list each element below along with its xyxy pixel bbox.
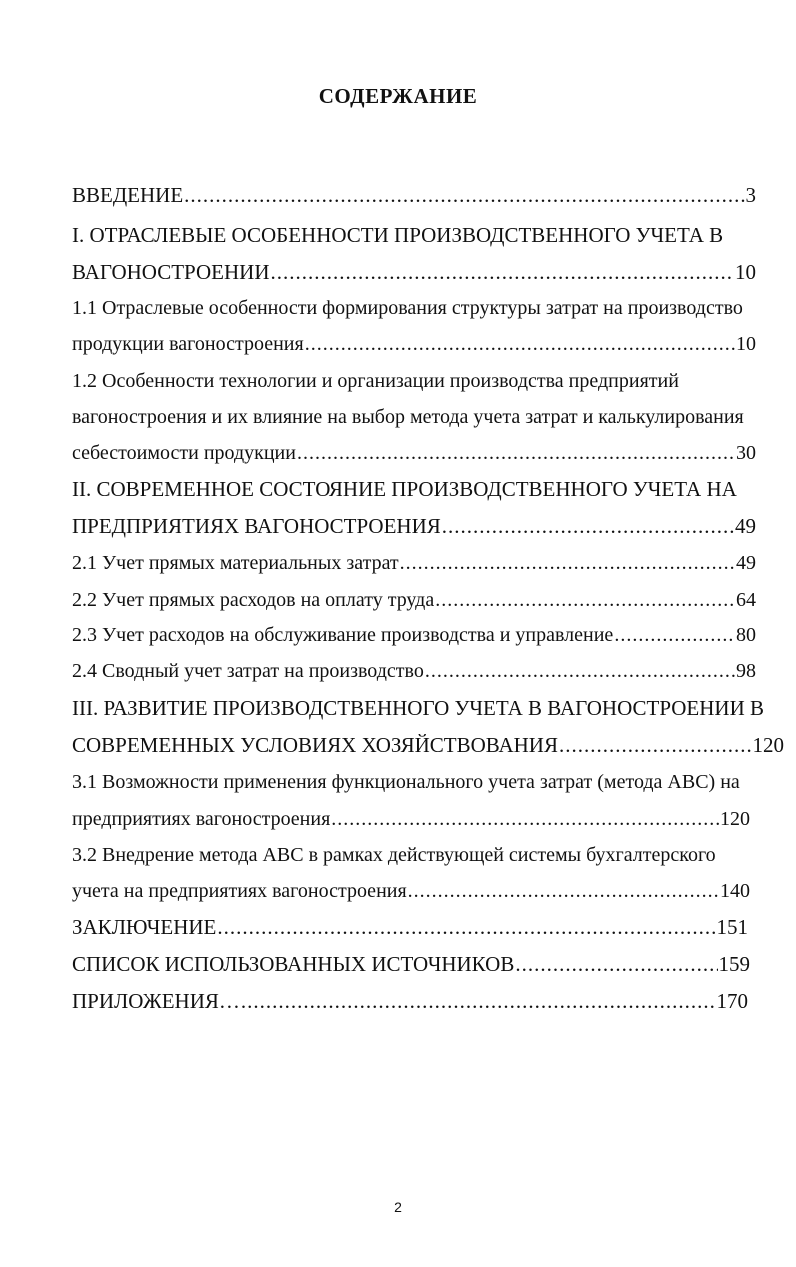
dot-leader	[408, 878, 719, 904]
toc-entry-title-line: III. РАЗВИТИЕ ПРОИЗВОДСТВЕННОГО УЧЕТА В ВАГОНОСТРОЕНИИ В	[72, 696, 765, 720]
dot-leader	[331, 806, 719, 832]
toc-entry-title: 2.3 Учет расходов на обслуживание производства и управление	[72, 624, 614, 646]
toc-entry-title: ПРИЛОЖЕНИЯ…	[72, 989, 240, 1013]
toc-entry-title-line: 1.2 Особенности технологии и организации производства предприятий	[72, 370, 679, 392]
toc-entry-title: 2.1 Учет прямых материальных затрат	[72, 552, 399, 574]
toc-page-number: 80	[736, 624, 756, 646]
toc-page-number: 64	[736, 589, 756, 611]
toc-entry-title: предприятиях вагоностроения	[72, 808, 331, 830]
toc-entry-title: учета на предприятиях вагоностроения	[72, 880, 407, 902]
dot-leader	[442, 513, 734, 539]
dot-leader	[400, 550, 735, 576]
toc-page-number: 170	[716, 989, 748, 1013]
toc-page-number: 49	[735, 514, 756, 538]
toc-entry-title: ЗАКЛЮЧЕНИЕ	[72, 915, 217, 939]
toc-entry-title: продукции вагоностроения	[72, 333, 304, 355]
toc-page-number: 30	[736, 442, 756, 464]
dot-leader	[270, 259, 734, 285]
toc-entry-title-line: 3.2 Внедрение метода АВС в рамках действующей системы бухгалтерского	[72, 844, 716, 866]
toc-page-number: 49	[736, 552, 756, 574]
toc-page-number: 10	[735, 260, 756, 284]
dot-leader	[559, 732, 752, 758]
dot-leader	[217, 914, 715, 940]
toc-entry-title: себестоимости продукции	[72, 442, 296, 464]
toc-entry-title-line: II. СОВРЕМЕННОЕ СОСТОЯНИЕ ПРОИЗВОДСТВЕННОГО УЧЕТА НА	[72, 477, 737, 501]
toc-entry-title: 2.2 Учет прямых расходов на оплату труда	[72, 589, 435, 611]
toc-page-number: 140	[720, 880, 750, 902]
dot-leader	[614, 622, 735, 648]
dot-leader	[297, 440, 735, 466]
toc-entry-title-line: 1.1 Отраслевые особенности формирования структуры затрат на производство	[72, 297, 743, 319]
dot-leader	[515, 951, 717, 977]
toc-title: СОДЕРЖАНИЕ	[318, 84, 478, 108]
toc-page-number: 10	[736, 333, 756, 355]
dot-leader	[241, 988, 716, 1014]
toc-entry-title: СОВРЕМЕННЫХ УСЛОВИЯХ ХОЗЯЙСТВОВАНИЯ	[72, 733, 558, 757]
dot-leader	[425, 658, 735, 684]
toc-page-number: 159	[718, 952, 750, 976]
toc-entry-title-line: I. ОТРАСЛЕВЫЕ ОСОБЕННОСТИ ПРОИЗВОДСТВЕННОГО УЧЕТА В	[72, 223, 724, 247]
toc-entry-title: 2.4 Сводный учет затрат на производство	[72, 660, 424, 682]
toc-page-number: 151	[716, 915, 748, 939]
toc-entry-title: ВАГОНОСТРОЕНИИ	[72, 260, 270, 284]
toc-page-number: 120	[720, 808, 750, 830]
dot-leader	[435, 587, 735, 613]
toc-page-number: 120	[752, 733, 784, 757]
toc-page-number: 3	[745, 183, 756, 207]
toc-page-number: 98	[736, 660, 756, 682]
toc-entry-title-line: вагоностроения и их влияние на выбор метода учета затрат и калькулирования	[72, 406, 744, 428]
dot-leader	[305, 331, 735, 357]
page-number: 2	[394, 1199, 402, 1215]
toc-entry-title: ВВЕДЕНИЕ	[72, 183, 184, 207]
toc-entry-title: ПРЕДПРИЯТИЯХ ВАГОНОСТРОЕНИЯ	[72, 514, 441, 538]
dot-leader	[184, 182, 744, 208]
toc-entry-title-line: 3.1 Возможности применения функционального учета затрат (метода АВС) на	[72, 771, 740, 793]
toc-entry-title: СПИСОК ИСПОЛЬЗОВАННЫХ ИСТОЧНИКОВ	[72, 952, 515, 976]
